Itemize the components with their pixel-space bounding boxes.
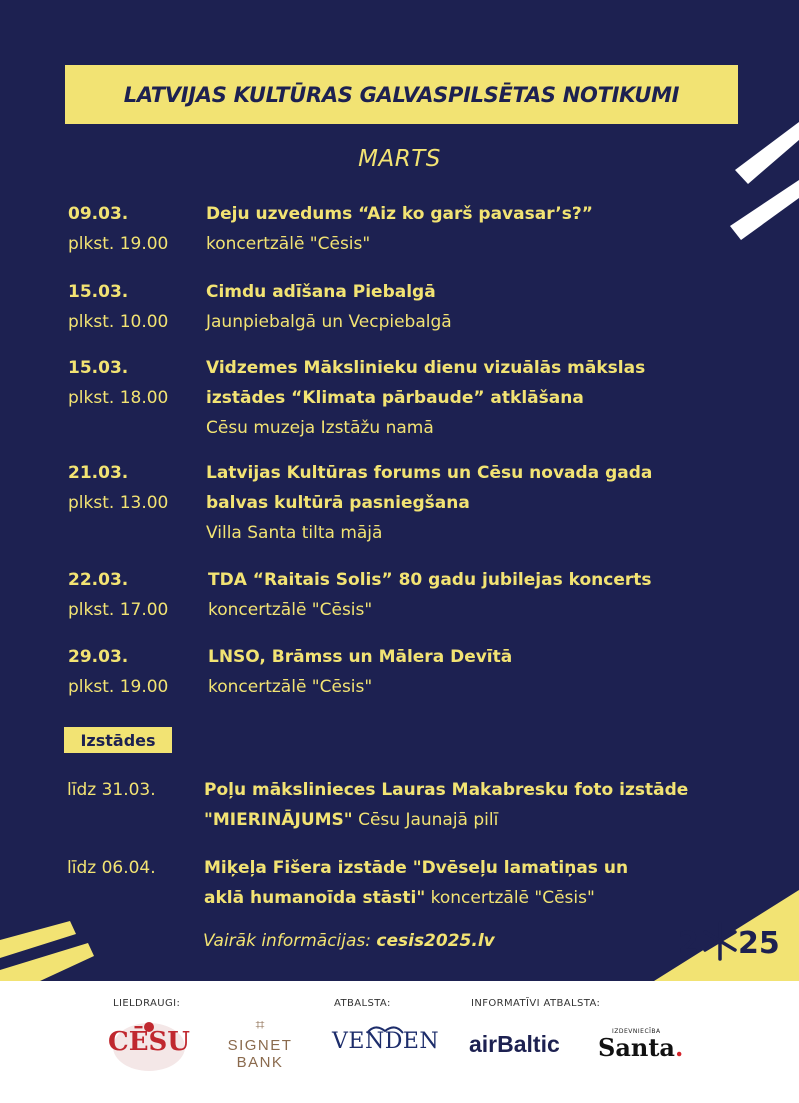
year-logo — [676, 915, 786, 965]
sponsors-bar — [0, 981, 799, 1103]
exhibition-date: līdz 31.03. — [67, 780, 156, 800]
exhibition-date: līdz 06.04. — [67, 858, 156, 878]
month-heading: MARTS — [358, 146, 441, 172]
event-title: Vidzemes Mākslinieku dienu vizuālās mākslas — [206, 358, 646, 378]
main-partners-label: LIELDRAUGI: — [113, 998, 181, 1009]
exhibition-title-bold: "MIERINĀJUMS" — [204, 810, 353, 830]
santa-logo — [598, 1033, 683, 1062]
venden-logo: VENDEN — [332, 1029, 440, 1054]
event-title: Cimdu adīšana Piebalgā — [206, 282, 436, 302]
event-date: 29.03. — [68, 647, 129, 667]
event-time: plkst. 19.00 — [68, 677, 169, 697]
event-date: 15.03. — [68, 358, 129, 378]
event-place: koncertzālē "Cēsis" — [208, 600, 373, 620]
exhibition-title — [204, 775, 688, 806]
year-digits-right: 25 — [738, 926, 780, 961]
signet-line2: BANK — [236, 1054, 284, 1071]
supporters-label: ATBALSTA: — [334, 998, 391, 1009]
event-date: 22.03. — [68, 570, 129, 590]
year-digits-left: 2 — [678, 926, 699, 961]
event-place: koncertzālē "Cēsis" — [206, 234, 371, 254]
event-title: LNSO, Brāmss un Mālera Devītā — [208, 647, 513, 667]
snowflake-icon — [705, 923, 735, 959]
info-supporters-label: INFORMATĪVI ATBALSTA: — [471, 998, 601, 1009]
event-time: plkst. 13.00 — [68, 493, 169, 513]
exhibition-title — [204, 853, 628, 884]
more-info — [203, 931, 495, 951]
cesu-logo: CĒSU — [108, 1027, 190, 1057]
event-title: Deju uzvedums “Aiz ko garš pavasar’s?” — [206, 204, 593, 224]
santa-name: Santa — [598, 1033, 675, 1062]
exhibition-title-bold: aklā humanoīda stāsti" — [204, 888, 426, 908]
more-info-label: Vairāk informācijas: — [203, 931, 377, 951]
event-place: koncertzālē "Cēsis" — [208, 677, 373, 697]
event-time: plkst. 18.00 — [68, 388, 169, 408]
airbaltic-logo: airBaltic — [469, 1031, 560, 1057]
event-time: plkst. 10.00 — [68, 312, 169, 332]
exhibition-title-bold: Miķeļa Fišera izstāde "Dvēseļu lamatiņas un — [204, 858, 629, 878]
signet-bank-logo — [215, 1015, 305, 1071]
website-link[interactable]: cesis2025.lv — [376, 931, 495, 951]
event-place: Jaunpiebalgā un Vecpiebalgā — [206, 312, 452, 332]
event-title: TDA “Raitais Solis” 80 gadu jubilejas koncerts — [208, 570, 652, 590]
santa-publisher-label: IZDEVNIECĪBA — [612, 1028, 661, 1035]
event-time: plkst. 19.00 — [68, 234, 169, 254]
event-date: 15.03. — [68, 282, 129, 302]
event-time: plkst. 17.00 — [68, 600, 169, 620]
exhibition-title-bold: Poļu mākslinieces Lauras Makabresku foto izstāde — [204, 780, 689, 800]
santa-dot: . — [674, 1033, 684, 1062]
event-title: Latvijas Kultūras forums un Cēsu novada gada — [206, 463, 653, 483]
exhibition-place: koncertzālē "Cēsis" — [425, 888, 595, 908]
title-banner — [65, 65, 738, 124]
signet-line1: SIGNET — [227, 1037, 293, 1054]
exhibition-detail — [204, 805, 498, 836]
event-title-line2: balvas kultūrā pasniegšana — [206, 493, 470, 513]
event-place: Cēsu muzeja Izstāžu namā — [206, 418, 434, 438]
event-date: 09.03. — [68, 204, 129, 224]
exhibition-place: Cēsu Jaunajā pilī — [352, 810, 499, 830]
page-title: LATVIJAS KULTŪRAS GALVASPILSĒTAS NOTIKUMI — [123, 82, 680, 107]
event-title-line2: izstādes “Klimata pārbaude” atklāšana — [206, 388, 584, 408]
event-place: Villa Santa tilta mājā — [206, 523, 383, 543]
exhibition-detail — [204, 883, 595, 914]
exhibitions-label: Izstādes — [64, 727, 172, 753]
event-date: 21.03. — [68, 463, 129, 483]
stripe-top-right-2 — [730, 180, 799, 240]
signet-mark-icon: ⌗ — [255, 1017, 265, 1034]
